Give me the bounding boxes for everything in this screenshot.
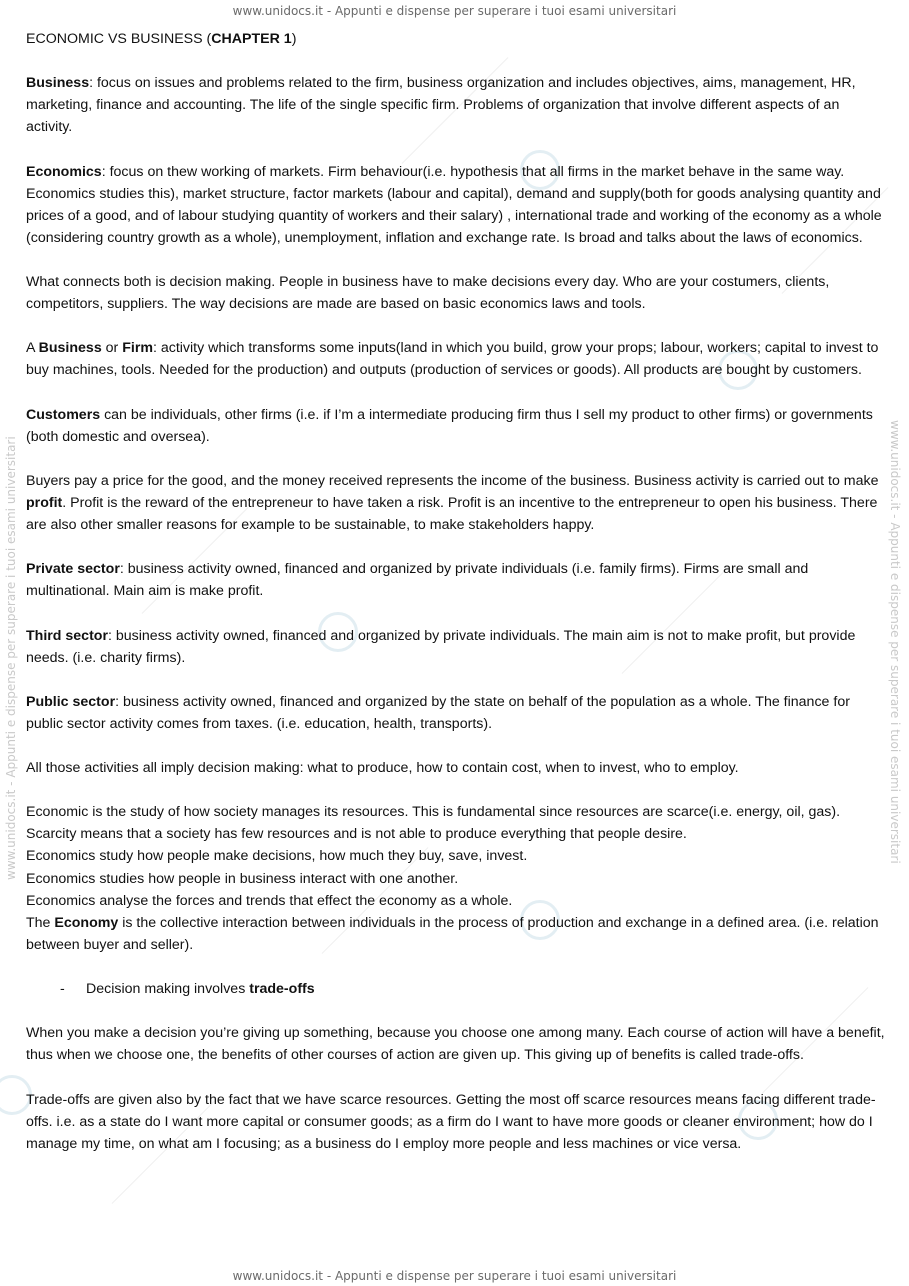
term-business: Business <box>26 75 90 92</box>
paragraph-firm: A Business or Firm: activity which transforms some inputs(land in which you build, grow your props; labour, workers; capital to invest to buy machines, tools. Needed for the production) and outputs (production of services or goods). All products are bought by customers. <box>26 340 879 379</box>
paragraph-economics: Economics: focus on thew working of markets. Firm behaviour(i.e. hypothesis that all firms in the market behave in the same way. Economics studies this), market structure, factor markets (labour and capital), demand and supply(both for goods analysing quantity and prices of a good, and of labour studying quantity of workers and their salary) , international trade and working of the economy as a whole (considering country growth as a whole), unemployment, inflation and exchange rate. Is broad and talks about the laws of economics. <box>26 163 882 246</box>
paragraph-third-sector: Third sector: business activity owned, financed and organized by private individuals. The main aim is not to make profit, but provide needs. (i.e. charity firms). <box>26 627 856 666</box>
paragraph-economic-study: Economic is the study of how society manages its resources. This is fundamental since resources are scarce(i.e. energy, oil, gas). Scarcity means that a society has few resources and is not able to produce everything that people desire. <box>26 804 841 843</box>
term-private-sector: Private sector <box>26 561 120 578</box>
document-title: ECONOMIC VS BUSINESS (CHAPTER 1) <box>26 31 297 47</box>
watermark-side-left: www.unidocs.it - Appunti e dispense per superare i tuoi esami universitari <box>4 436 18 880</box>
bullet-trade-offs: - Decision making involves trade-offs <box>26 978 886 1000</box>
paragraph-economic-interact: Economics studies how people in business interact with one another. <box>26 870 459 887</box>
term-customers: Customers <box>26 406 101 423</box>
paragraph-economic-decisions: Economics study how people make decisions, how much they buy, save, invest. <box>26 848 528 865</box>
term-trade-offs: trade-offs <box>249 981 315 998</box>
term-profit: profit <box>26 494 63 511</box>
bullet-dash: - <box>60 981 65 998</box>
paragraph-private-sector: Private sector: business activity owned, financed and organized by private individuals (i.e. family firms). Firms are small and multinational. Main aim is make profit. <box>26 561 809 600</box>
term-public-sector: Public sector <box>26 693 116 710</box>
paragraph-business: Business: focus on issues and problems related to the firm, business organization and includes objectives, aims, management, HR, marketing, finance and accounting. The life of the single specific firm. Problems of organization that involve different aspects of an activity. <box>26 75 856 136</box>
paragraph-profit: Buyers pay a price for the good, and the money received represents the income of the business. Business activity is carried out to make profit. Profit is the reward of the entrepreneur to have taken a risk. Profit is an incentive to the entrepreneur to open his business. There are also other smaller reasons for example to be sustainable, to make stakeholders happy. <box>26 472 879 534</box>
paragraph-tradeoffs-2: Trade-offs are given also by the fact that we have scarce resources. Getting the most off scarce resources means facing different trade-offs. i.e. as a state do I want more capital or consumer goods; as a firm do I want to have more goods or cleaner environment; how do I manage my time, on what am I focusing; as a business do I employ more people and less machines or vice versa. <box>26 1091 876 1152</box>
paragraph-tradeoffs-1: When you make a decision you’re giving up something, because you choose one among many. Each course of action will have a benefit, thus when we choose one, the benefits of other courses of action are given up. This giving up of benefits is called trade-offs. <box>26 1025 885 1064</box>
term-economics: Economics <box>26 163 102 180</box>
paragraph-economy: The Economy is the collective interaction between individuals in the process of production and exchange in a defined area. (i.e. relation between buyer and seller). <box>26 914 879 953</box>
paragraph-connects: What connects both is decision making. People in business have to make decisions every day. Who are your costumers, clients, competitors, suppliers. The way decisions are made are based on basic economics laws and tools. <box>26 274 830 313</box>
watermark-header: www.unidocs.it - Appunti e dispense per superare i tuoi esami universitari <box>232 4 677 18</box>
paragraph-economic-forces: Economics analyse the forces and trends that effect the economy as a whole. <box>26 892 513 909</box>
paragraph-public-sector: Public sector: business activity owned, financed and organized by the state on behalf of the population as a whole. The finance for public sector activity comes from taxes. (i.e. education, health, transports). <box>26 693 850 732</box>
term-third-sector: Third sector <box>26 627 108 644</box>
watermark-footer: www.unidocs.it - Appunti e dispense per superare i tuoi esami universitari <box>232 1269 677 1283</box>
term-economy: Economy <box>54 914 119 931</box>
watermark-side-right: www.unidocs.it - Appunti e dispense per superare i tuoi esami universitari <box>888 420 902 864</box>
paragraph-customers: Customers can be individuals, other firms (i.e. if I’m a intermediate producing firm thus I sell my product to other firms) or governments (both domestic and oversea). <box>26 406 873 445</box>
document-body <box>26 28 886 1177</box>
paragraph-decisions: All those activities all imply decision making: what to produce, how to contain cost, when to invest, who to employ. <box>26 760 739 777</box>
